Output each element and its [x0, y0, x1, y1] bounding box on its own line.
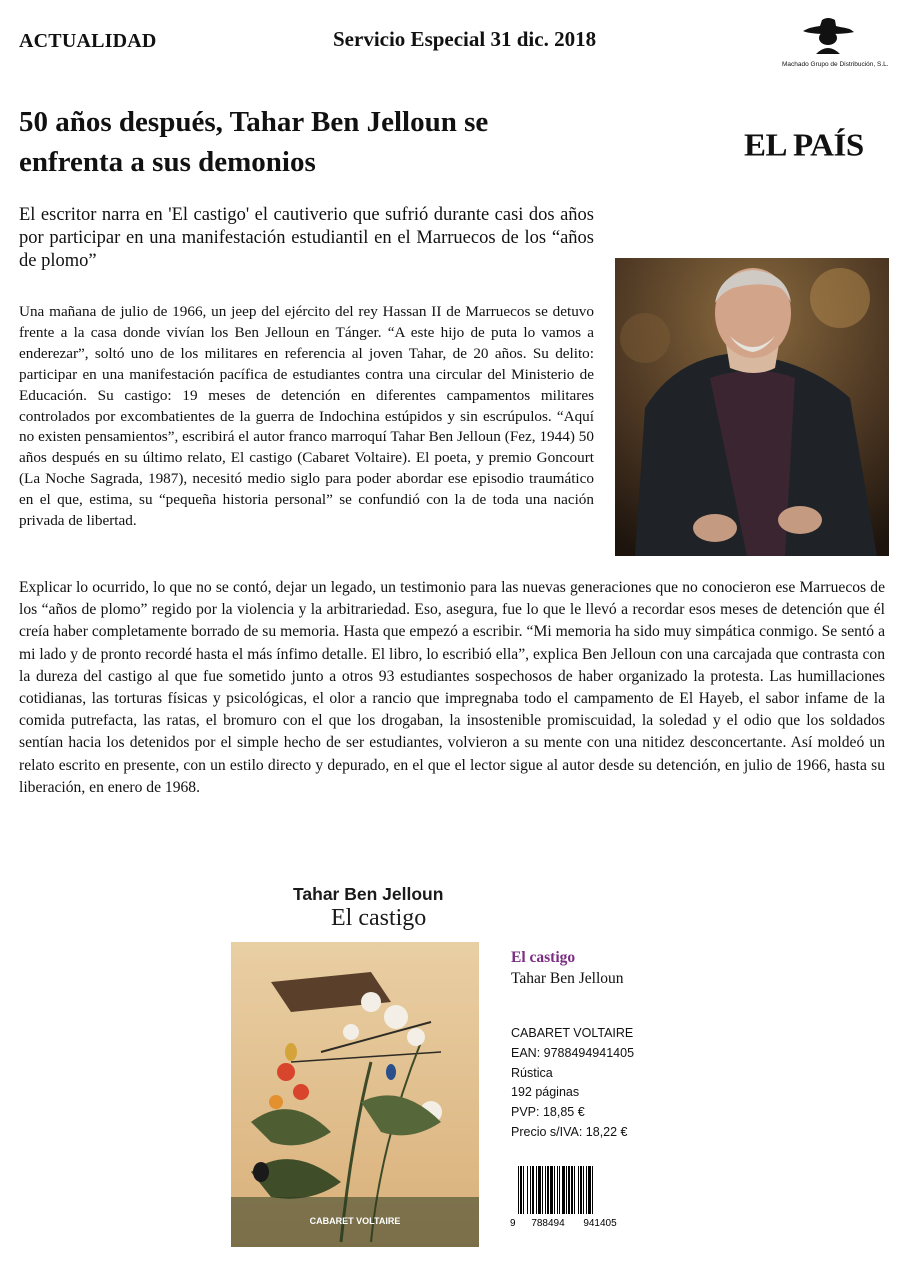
- barcode-bar: [536, 1166, 537, 1214]
- barcode-digit-left: 9: [510, 1218, 516, 1228]
- barcode-bar: [559, 1166, 560, 1214]
- barcode-bar: [580, 1166, 582, 1214]
- barcode-bar: [592, 1166, 593, 1214]
- machado-hat-icon: [798, 14, 858, 58]
- book-info: [511, 948, 811, 1143]
- headline-line-1: 50 años después, Tahar Ben Jelloun se: [19, 106, 489, 138]
- article-paragraph-1: Una mañana de julio de 1966, un jeep del ejército del rey Hassan II de Marruecos se detuvo frente a la casa donde vivían los Ben Jelloun en Tánger. “A este hijo de puta lo vamos a enderezar”, soltó uno de los militares en referencia al joven Tahar, de 20 años. Su delito: participar en una manifestación pacífica de estudiantes contra una circular del Ministerio de Educación. Su castigo: 19 meses de detención en diferentes campamentos militares controlados por excombatientes de la guerra de Indochina estúpidos y sin escrúpulos. “Aquí no existen pensamientos”, escribirá el autor franco marroquí Tahar Ben Jelloun (Fez, 1944) 50 años después en su último relato, El castigo (Cabaret Voltaire). El poeta, y premio Goncourt (La Noche Sagrada, 1987), necesitó medio siglo para poder abordar ese episodio traumático en el que, estima, su “pequeña historia personal” se confundió con la de toda una nación privada de libertad.: [19, 303, 594, 530]
- barcode-digits-right: 941405: [583, 1218, 617, 1228]
- barcode-bar: [557, 1166, 558, 1214]
- barcode-bar: [545, 1166, 546, 1214]
- barcode-bar: [532, 1166, 534, 1214]
- barcode-bar: [527, 1166, 528, 1214]
- book-pvp: PVP: 18,85 €: [511, 1105, 585, 1120]
- book-binding: Rústica: [511, 1065, 553, 1080]
- section-label: ACTUALIDAD: [19, 30, 157, 52]
- barcode-bar: [562, 1166, 565, 1214]
- article-lede: El escritor narra en 'El castigo' el cautiverio que sufrió durante casi dos años por participar en una manifestación estudiantil en el Marruecos de los “años de plomo”: [19, 205, 594, 271]
- book-pages: 192 páginas: [511, 1085, 580, 1100]
- book-ean: EAN: 9788494941405: [511, 1045, 635, 1060]
- barcode-bar: [547, 1166, 549, 1214]
- barcode-bar: [574, 1166, 575, 1214]
- barcode-bar: [518, 1166, 519, 1214]
- barcode-bar: [520, 1166, 522, 1214]
- book-author: Tahar Ben Jelloun: [511, 970, 624, 987]
- barcode-bar: [586, 1166, 587, 1214]
- book-details: [511, 1024, 811, 1143]
- barcode-bar: [571, 1166, 573, 1214]
- logo-caption: Machado Grupo de Distribución, S.L.: [782, 61, 889, 68]
- service-date: Servicio Especial 31 dic. 2018: [333, 27, 597, 51]
- distributor-logo: [782, 14, 889, 68]
- barcode-bar: [550, 1166, 553, 1214]
- article-headline: [19, 102, 599, 182]
- headline-line-2: enfrenta a sus demonios: [19, 146, 316, 178]
- barcode-bar: [542, 1166, 543, 1214]
- barcode-bar: [583, 1166, 584, 1214]
- cover-author: Tahar Ben Jelloun: [293, 884, 444, 904]
- barcode: [508, 1166, 628, 1228]
- barcode-bar: [530, 1166, 531, 1214]
- article-paragraph-2: Explicar lo ocurrido, lo que no se contó, dejar un legado, un testimonio para las nuevas generaciones que no conocieron ese Marruecos de los “años de plomo” regido por la violencia y la arbitrariedad. Eso, asegura, fue lo que le llevó a recordar esos meses de detención que él creía haber completamente borrado de su memoria. Hasta que empezó a escribir. “Mi memoria ha sido muy simpática conmigo. Se sentó a mi lado y de pronto recordé hasta el más ínfimo detalle. El libro, lo escribió ella”, explica Ben Jelloun con una carcajada que contrasta con la dureza del castigo al que fue sometido junto a otros 93 estudiantes sospechosos de haber organizado la protesta. Las humillaciones cotidianas, las torturas físicas y psicológicas, el olor a rancio que impregnaba todo el campamento de El Hayeb, el sabor infame de la comida putrefacta, las ratas, el bromuro con el que los drogaban, la insostenible promiscuidad, la soledad y el odio que los soldados sentían hacia los detenidos por el simple hecho de ser estudiantes, volvieron a su mente con una nitidez desconcertante. Así moldeó un relato escrito en presente, con un estilo directo y depurado, en el que el lector sigue al autor desde su detención, en julio de 1966, hasta su liberación, en enero de 1968.: [19, 579, 885, 796]
- barcode-bar: [578, 1166, 579, 1214]
- book-price-no-vat: Precio s/IVA: 18,22 €: [511, 1124, 628, 1139]
- cover-title: El castigo: [331, 905, 427, 931]
- source-logo-el-pais: EL PAÍS: [744, 128, 864, 164]
- book-title: El castigo: [511, 949, 576, 966]
- barcode-bar: [566, 1166, 567, 1214]
- barcode-bar: [568, 1166, 570, 1214]
- barcode-bar: [538, 1166, 541, 1214]
- book-publisher: CABARET VOLTAIRE: [511, 1026, 634, 1040]
- barcode-bar: [523, 1166, 524, 1214]
- barcode-bar: [554, 1166, 555, 1214]
- cover-publisher: CABARET VOLTAIRE: [309, 1216, 401, 1226]
- barcode-digits-left: 788494: [531, 1218, 565, 1228]
- book-cover-image: [231, 942, 479, 1247]
- barcode-bar: [588, 1166, 591, 1214]
- author-photo: [615, 258, 889, 556]
